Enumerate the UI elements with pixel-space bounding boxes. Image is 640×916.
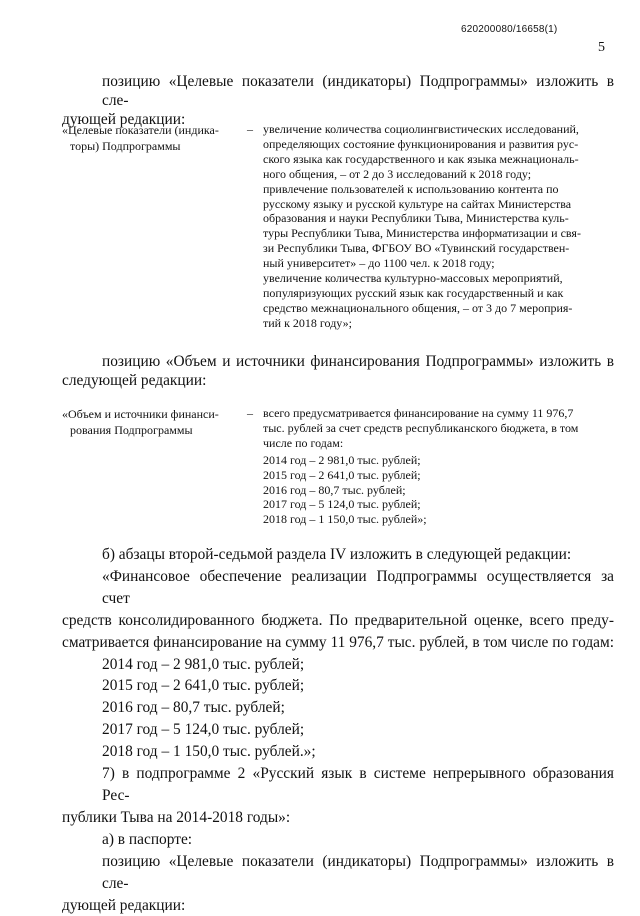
block2-dash: – <box>247 406 253 421</box>
content-line: средство межнационального общения, – от 3 до 7 мероприя- <box>263 301 614 316</box>
content-line: определяющих состояние функционирования и развития рус- <box>263 137 614 152</box>
body-text <box>62 544 614 916</box>
content-line: 2015 год – 2 641,0 тыс. рублей; <box>263 468 614 483</box>
content-line: тий к 2018 году»; <box>263 316 614 331</box>
content-line: образования и науки Республики Тыва, Министерства куль- <box>263 211 614 226</box>
content-line: 2017 год – 5 124,0 тыс. рублей; <box>263 497 614 512</box>
text-line: 2016 год – 80,7 тыс. рублей; <box>62 697 614 719</box>
text-line: б) абзацы второй-седьмой раздела IV изложить в следующей редакции: <box>62 544 614 566</box>
content-line: популяризующих русский язык как государственный и как <box>263 286 614 301</box>
label-line: торы) Подпрограммы <box>62 138 232 154</box>
text-line: позицию «Целевые показатели (индикаторы) Подпрограммы» изложить в сле- <box>62 851 614 895</box>
text-line: 2015 год – 2 641,0 тыс. рублей; <box>62 675 614 697</box>
content-line: зи Республики Тыва, ФГБОУ ВО «Тувинский государствен- <box>263 241 614 256</box>
text-line: 2018 год – 1 150,0 тыс. рублей.»; <box>62 741 614 763</box>
block2-intro <box>62 352 614 390</box>
content-line: тыс. рублей за счет средств республиканского бюджета, в том <box>263 421 614 436</box>
text-line: «Финансовое обеспечение реализации Подпрограммы осуществляется за счет <box>62 566 614 610</box>
content-line: 2018 год – 1 150,0 тыс. рублей»; <box>263 512 614 527</box>
text-line: 2014 год – 2 981,0 тыс. рублей; <box>62 654 614 676</box>
label-line: «Целевые показатели (индика- <box>62 122 232 138</box>
block2-label <box>62 406 232 438</box>
text-line: публики Тыва на 2014-2018 годы»: <box>62 807 614 829</box>
text-line: 2017 год – 5 124,0 тыс. рублей; <box>62 719 614 741</box>
content-line: ского языка как государственного и как языка межнациональ- <box>263 152 614 167</box>
content-line: увеличение количества культурно-массовых мероприятий, <box>263 271 614 286</box>
content-line: ного общения, – от 2 до 3 исследований к 2018 году; <box>263 167 614 182</box>
content-line: привлечение пользователей к использованию контента по <box>263 182 614 197</box>
content-line: 2014 год – 2 981,0 тыс. рублей; <box>263 453 614 468</box>
content-line: всего предусматривается финансирование на сумму 11 976,7 <box>263 406 614 421</box>
block2-content <box>263 406 614 527</box>
block1-label <box>62 122 232 154</box>
text-line: сматривается финансирование на сумму 11 976,7 тыс. рублей, в том числе по годам: <box>62 632 614 654</box>
text-line: средств консолидированного бюджета. По предварительной оценке, всего преду- <box>62 610 614 632</box>
content-line: 2016 год – 80,7 тыс. рублей; <box>263 483 614 498</box>
document-id: 620200080/16658(1) <box>461 24 557 35</box>
page-number: 5 <box>598 40 605 56</box>
content-line: ный университет» – до 1100 чел. к 2018 году; <box>263 256 614 271</box>
text-line: 7) в подпрограмме 2 «Русский язык в системе непрерывного образования Рес- <box>62 763 614 807</box>
text-line: следующей редакции: <box>62 371 614 390</box>
text-line: позицию «Целевые показатели (индикаторы) Подпрограммы» изложить в сле- <box>62 72 614 110</box>
block1-content <box>263 122 614 331</box>
text-line: позицию «Объем и источники финансирования Подпрограммы» изложить в <box>62 352 614 371</box>
text-line: дующей редакции: <box>62 895 614 916</box>
content-line: русскому языку и русской культуре на сайтах Министерства <box>263 197 614 212</box>
content-line: увеличение количества социолингвистических исследований, <box>263 122 614 137</box>
text-line: дующей редакции: <box>62 110 614 129</box>
block1-intro <box>62 72 614 129</box>
content-line: туры Республики Тыва, Министерства информатизации и свя- <box>263 226 614 241</box>
label-line: «Объем и источники финанси- <box>62 406 232 422</box>
content-line: числе по годам: <box>263 436 614 451</box>
label-line: рования Подпрограммы <box>62 422 232 438</box>
block1-dash: – <box>247 122 253 137</box>
text-line: а) в паспорте: <box>62 829 614 851</box>
